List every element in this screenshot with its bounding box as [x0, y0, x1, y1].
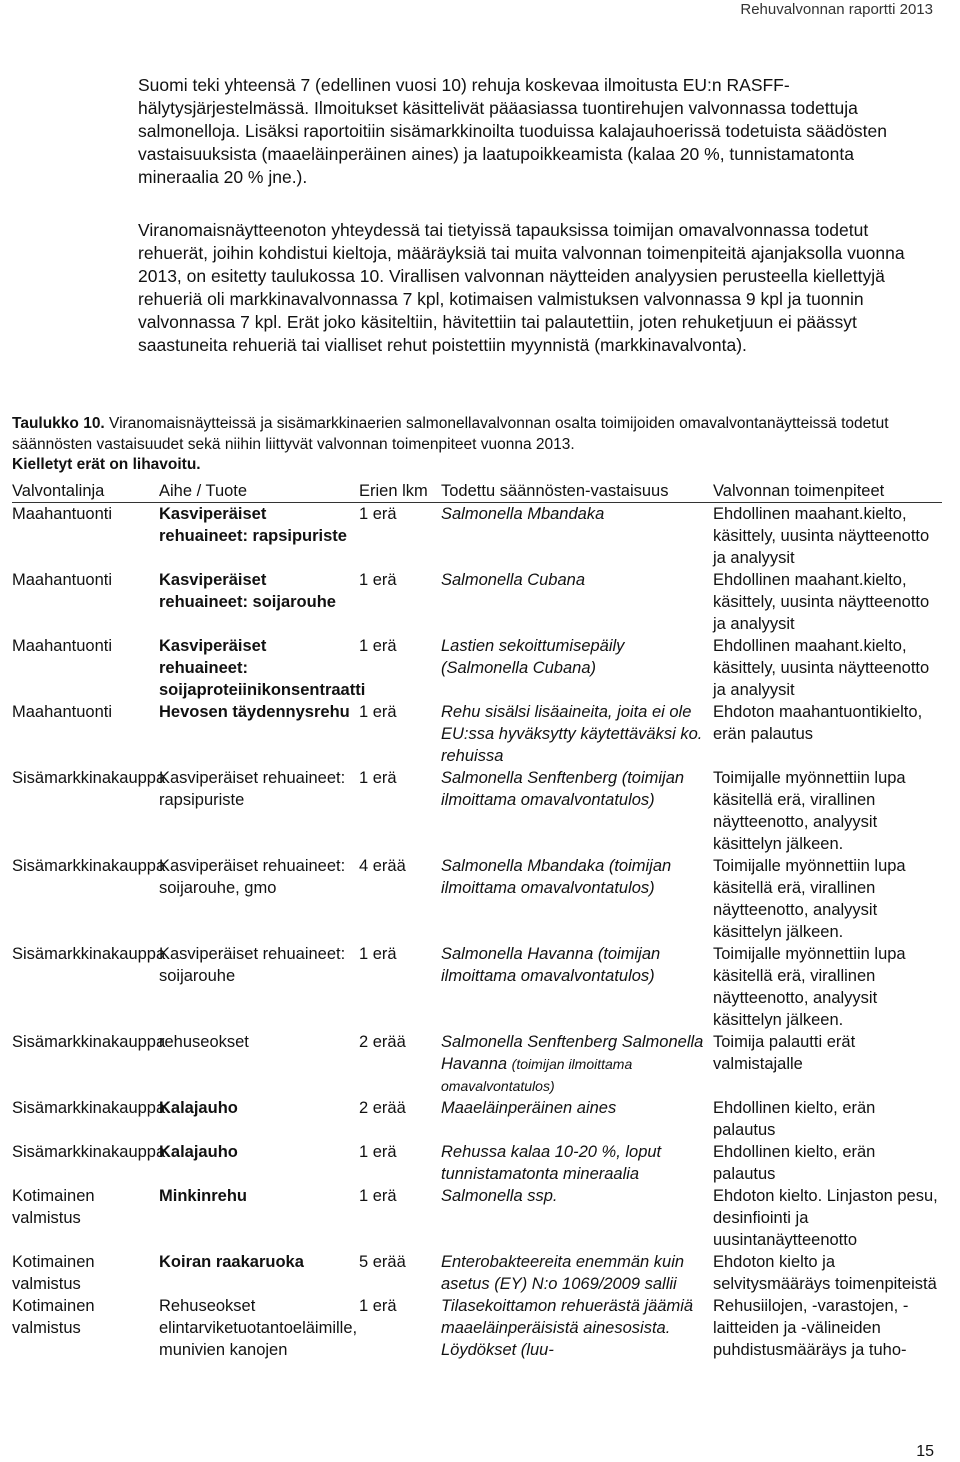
- cell-toimenpiteet: [713, 503, 942, 570]
- page-number: 15: [916, 1443, 934, 1460]
- cell-valvontalinja-text: Sisämarkkinakauppa: [12, 1099, 166, 1117]
- cell-vastaisuus: [441, 767, 713, 855]
- cell-toimenpiteet: [713, 1141, 942, 1185]
- cell-toimenpiteet-text: Ehdollinen maahant.kielto, käsittely, uusinta näytteenotto ja analyysit: [713, 505, 930, 567]
- cell-erien-lkm: [359, 855, 441, 943]
- col-header-valvontalinja: Valvontalinja: [12, 480, 159, 503]
- table-row: [12, 767, 942, 855]
- cell-erien-lkm-text: 1 erä: [359, 1187, 397, 1205]
- cell-aihe-text: Kasviperäiset rehuaineet: soijarouhe: [159, 571, 336, 611]
- cell-toimenpiteet-text: Ehdollinen maahant.kielto, käsittely, uusinta näytteenotto ja analyysit: [713, 637, 930, 699]
- table-row: [12, 855, 942, 943]
- cell-toimenpiteet-text: Ehdollinen kielto, erän palautus: [713, 1143, 876, 1183]
- paragraph-viranomais: Viranomaisnäytteenoton yhteydessä tai tietyissä tapauksissa toimijan omavalvonnassa todetut rehuerät, joihin kohdistui kieltoja, määräyksiä tai muita valvonnan toimenpiteitä ajanjaksolla vuonna 2013, on esitetty taulukossa 10. Virallisen valvonnan näytteiden analyysien perusteella kiellettyjä rehueriä oli markkinavalvonnassa 7 kpl, kotimaisen valmistuksen valvonnassa 9 kpl ja tuonnin valvonnassa 7 kpl. Erät joko käsiteltiin, hävitettiin tai palautettiin, joten rehuketjuun ei päässyt saastuneita rehueriä tai vialliset rehut poistettiin myynnistä (markkinavalvonta).: [138, 220, 905, 355]
- cell-erien-lkm: [359, 1097, 441, 1141]
- cell-valvontalinja: [12, 767, 166, 855]
- cell-valvontalinja: [12, 1251, 159, 1295]
- cell-valvontalinja: [12, 1031, 166, 1097]
- cell-toimenpiteet-text: Ehdollinen maahant.kielto, käsittely, uusinta näytteenotto ja analyysit: [713, 571, 930, 633]
- cell-vastaisuus: [441, 943, 713, 1031]
- cell-erien-lkm-text: 5 erää: [359, 1253, 406, 1271]
- cell-aihe: [159, 1141, 359, 1185]
- table-caption-text: Viranomaisnäytteissä ja sisämarkkinaerien salmonellavalvonnan osalta toimijoiden omavalvontanäytteissä todetut säännösten vastaisuudet sekä niihin liittyvät valvonnan toimenpiteet vuonna 2013.: [12, 415, 889, 453]
- cell-vastaisuus: [441, 635, 713, 701]
- cell-aihe: [159, 635, 366, 701]
- cell-valvontalinja-text: Maahantuonti: [12, 637, 112, 655]
- cell-vastaisuus-text: Maaeläinperäinen aines: [441, 1099, 617, 1117]
- cell-vastaisuus: [441, 569, 713, 635]
- cell-aihe: [159, 701, 359, 767]
- cell-vastaisuus-text: Salmonella Senftenberg (toimijan ilmoittama omavalvontatulos): [441, 769, 685, 809]
- cell-vastaisuus-text: Salmonella Havanna (toimijan ilmoittama omavalvontatulos): [441, 945, 661, 985]
- cell-erien-lkm: [359, 701, 441, 767]
- cell-toimenpiteet-text: Toimijalle myönnettiin lupa käsitellä erä, virallinen näytteenotto, analyysit käsittelyn jälkeen.: [713, 857, 906, 941]
- cell-vastaisuus-text: Rehussa kalaa 10-20 %, loput tunnistamatonta mineraalia: [441, 1143, 662, 1183]
- cell-valvontalinja-text: Sisämarkkinakauppa: [12, 945, 166, 963]
- table-caption-label: Taulukko 10.: [12, 415, 105, 432]
- table-caption-note: Kielletyt erät on lihavoitu.: [12, 456, 201, 473]
- cell-vastaisuus-text: Salmonella Senftenberg Salmonella Havanna: [441, 1033, 704, 1073]
- cell-valvontalinja: [12, 635, 159, 701]
- cell-valvontalinja-text: Kotimainen valmistus: [12, 1253, 95, 1293]
- cell-aihe: [159, 855, 359, 943]
- table-row: [12, 569, 942, 635]
- cell-aihe-text: Kalajauho: [159, 1099, 238, 1117]
- cell-toimenpiteet-text: Ehdollinen kielto, erän palautus: [713, 1099, 876, 1139]
- cell-erien-lkm: [359, 1251, 441, 1295]
- cell-valvontalinja: [12, 1295, 159, 1361]
- table-row: [12, 1141, 942, 1185]
- cell-vastaisuus: [441, 701, 713, 767]
- cell-erien-lkm: [359, 767, 441, 855]
- col-header-toimenpiteet: Valvonnan toimenpiteet: [713, 480, 942, 503]
- cell-valvontalinja: [12, 569, 159, 635]
- table-header-row: [12, 480, 942, 503]
- table-row: [12, 1251, 942, 1295]
- cell-aihe-text: Kasviperäiset rehuaineet: soijarouhe, gmo: [159, 857, 346, 897]
- cell-erien-lkm-text: 1 erä: [359, 703, 397, 721]
- cell-aihe-text: Koiran raakaruoka: [159, 1253, 304, 1271]
- cell-aihe-text: Hevosen täydennysrehu: [159, 703, 350, 721]
- cell-toimenpiteet: [713, 1097, 942, 1141]
- cell-aihe-text: Minkinrehu: [159, 1187, 248, 1205]
- cell-toimenpiteet: [713, 635, 942, 701]
- col-header-aihe: Aihe / Tuote: [159, 480, 359, 503]
- cell-aihe: [159, 1251, 359, 1295]
- table-row: [12, 635, 942, 701]
- cell-vastaisuus-text: Salmonella Mbandaka: [441, 505, 605, 523]
- cell-erien-lkm: [359, 1031, 441, 1097]
- table-row: [12, 1031, 942, 1097]
- cell-aihe-text: Kasviperäiset rehuaineet: soijaproteiinikonsentraatti: [159, 637, 366, 699]
- cell-aihe-text: Kasviperäiset rehuaineet: rapsipuriste: [159, 505, 347, 545]
- cell-vastaisuus-text: Enterobakteereita enemmän kuin asetus (EY) N:o 1069/2009 sallii: [441, 1253, 685, 1293]
- cell-erien-lkm-text: 1 erä: [359, 571, 397, 589]
- cell-erien-lkm: [359, 1141, 441, 1185]
- cell-erien-lkm-text: 2 erää: [359, 1099, 406, 1117]
- cell-vastaisuus: [441, 855, 713, 943]
- running-header: Rehuvalvonnan raportti 2013: [740, 1, 933, 18]
- col-header-vastaisuus: Todettu säännösten-vastaisuus: [441, 480, 713, 503]
- cell-erien-lkm-text: 2 erää: [359, 1033, 406, 1051]
- cell-vastaisuus-note: (toimijan ilmoittama omavalvontatulos): [441, 1056, 633, 1094]
- cell-toimenpiteet-text: Ehdoton kielto ja selvitysmääräys toimenpiteistä: [713, 1253, 937, 1293]
- cell-aihe: [159, 1031, 359, 1097]
- cell-erien-lkm-text: 1 erä: [359, 637, 397, 655]
- cell-erien-lkm: [359, 1295, 441, 1361]
- table-row: [12, 1185, 942, 1251]
- cell-vastaisuus: [441, 503, 713, 570]
- cell-toimenpiteet: [713, 1031, 942, 1097]
- cell-toimenpiteet-text: Ehdoton maahantuontikielto, erän palautus: [713, 703, 923, 743]
- cell-erien-lkm: [359, 1185, 441, 1251]
- table-row: [12, 1097, 942, 1141]
- cell-aihe-text: Kasviperäiset rehuaineet: rapsipuriste: [159, 769, 346, 809]
- cell-erien-lkm-text: 1 erä: [359, 769, 397, 787]
- cell-toimenpiteet: [713, 767, 942, 855]
- cell-vastaisuus-text: Rehu sisälsi lisäaineita, joita ei ole EU:ssa hyväksytty käytettäväksi ko. rehuissa: [441, 703, 703, 765]
- cell-toimenpiteet-text: Ehdoton kielto. Linjaston pesu, desinfiointi ja uusintanäytteenotto: [713, 1187, 938, 1249]
- cell-vastaisuus-text: Lastien sekoittumisepäily (Salmonella Cubana): [441, 637, 625, 677]
- cell-valvontalinja-text: Maahantuonti: [12, 505, 112, 523]
- cell-toimenpiteet: [713, 569, 942, 635]
- cell-toimenpiteet: [713, 1251, 942, 1295]
- cell-vastaisuus-text: Salmonella Mbandaka (toimijan ilmoittama omavalvontatulos): [441, 857, 672, 897]
- table-row: [12, 1295, 942, 1361]
- cell-vastaisuus: [441, 1185, 713, 1251]
- cell-valvontalinja-text: Sisämarkkinakauppa: [12, 857, 166, 875]
- cell-valvontalinja: [12, 1097, 166, 1141]
- cell-toimenpiteet: [713, 1185, 942, 1251]
- cell-erien-lkm: [359, 943, 441, 1031]
- cell-toimenpiteet-text: Toimija palautti erät valmistajalle: [713, 1033, 856, 1073]
- cell-aihe: [159, 943, 359, 1031]
- cell-valvontalinja: [12, 503, 159, 570]
- cell-valvontalinja: [12, 855, 166, 943]
- col-header-erien-lkm: Erien lkm: [359, 480, 441, 503]
- cell-erien-lkm-text: 1 erä: [359, 505, 397, 523]
- cell-vastaisuus-text: Salmonella ssp.: [441, 1187, 558, 1205]
- cell-aihe: [159, 569, 359, 635]
- cell-valvontalinja-text: Kotimainen valmistus: [12, 1297, 95, 1337]
- cell-aihe-text: rehuseokset: [159, 1033, 249, 1051]
- paragraph-rasff: Suomi teki yhteensä 7 (edellinen vuosi 10) rehuja koskevaa ilmoitusta EU:n RASFF-hälytysjärjestelmässä. Ilmoitukset käsittelivät pääasiassa tuontirehujen valvonnassa todettuja salmonelloja. Lisäksi raportoitiin sisämarkkinoilta tuoduissa kalajauhoerissä todetuista säädösten vastaisuuksista (maaeläinperäinen aines) ja laatupoikkeamista (kalaa 20 %, tunnistamatonta mineraalia 20 % jne.).: [138, 75, 888, 187]
- cell-toimenpiteet: [713, 855, 942, 943]
- cell-vastaisuus: [441, 1251, 713, 1295]
- cell-aihe: [159, 1295, 359, 1361]
- cell-valvontalinja: [12, 943, 166, 1031]
- cell-vastaisuus-text: Salmonella Cubana: [441, 571, 586, 589]
- cell-vastaisuus: [441, 1141, 713, 1185]
- cell-aihe-text: Kalajauho: [159, 1143, 238, 1161]
- cell-vastaisuus: [441, 1295, 713, 1361]
- cell-toimenpiteet-text: Toimijalle myönnettiin lupa käsitellä erä, virallinen näytteenotto, analyysit käsittelyn jälkeen.: [713, 769, 906, 853]
- cell-valvontalinja-text: Kotimainen valmistus: [12, 1187, 95, 1227]
- cell-valvontalinja-text: Sisämarkkinakauppa: [12, 1033, 166, 1051]
- cell-erien-lkm-text: 4 erää: [359, 857, 406, 875]
- cell-valvontalinja: [12, 1185, 159, 1251]
- cell-toimenpiteet-text: Rehusiilojen, -varastojen, -laitteiden ja -välineiden puhdistusmääräys ja tuho-: [713, 1297, 909, 1359]
- cell-valvontalinja-text: Maahantuonti: [12, 703, 112, 721]
- table-row: [12, 943, 942, 1031]
- cell-toimenpiteet: [713, 701, 942, 767]
- cell-vastaisuus: [441, 1031, 713, 1097]
- cell-aihe: [159, 767, 359, 855]
- cell-valvontalinja-text: Sisämarkkinakauppa: [12, 1143, 166, 1161]
- table-row: [12, 503, 942, 570]
- table-row: [12, 701, 942, 767]
- table-caption: [12, 414, 937, 476]
- cell-erien-lkm: [359, 635, 441, 701]
- cell-aihe: [159, 503, 359, 570]
- cell-aihe: [159, 1185, 359, 1251]
- table-10: [12, 480, 942, 1361]
- cell-erien-lkm: [359, 503, 441, 570]
- cell-valvontalinja: [12, 1141, 166, 1185]
- cell-valvontalinja: [12, 701, 159, 767]
- cell-aihe-text: Rehuseokset elintarviketuotantoeläimille, munivien kanojen: [159, 1297, 358, 1359]
- cell-toimenpiteet-text: Toimijalle myönnettiin lupa käsitellä erä, virallinen näytteenotto, analyysit käsittelyn jälkeen.: [713, 945, 906, 1029]
- cell-vastaisuus: [441, 1097, 713, 1141]
- cell-valvontalinja-text: Maahantuonti: [12, 571, 112, 589]
- cell-erien-lkm-text: 1 erä: [359, 1143, 397, 1161]
- cell-toimenpiteet: [713, 943, 942, 1031]
- cell-valvontalinja-text: Sisämarkkinakauppa: [12, 769, 166, 787]
- cell-toimenpiteet: [713, 1295, 942, 1361]
- cell-erien-lkm: [359, 569, 441, 635]
- cell-erien-lkm-text: 1 erä: [359, 1297, 397, 1315]
- cell-aihe: [159, 1097, 359, 1141]
- cell-vastaisuus-text: Tilasekoittamon rehuerästä jäämiä maaeläinperäisistä ainesosista. Löydökset (luu-: [441, 1297, 694, 1359]
- cell-erien-lkm-text: 1 erä: [359, 945, 397, 963]
- cell-aihe-text: Kasviperäiset rehuaineet: soijarouhe: [159, 945, 346, 985]
